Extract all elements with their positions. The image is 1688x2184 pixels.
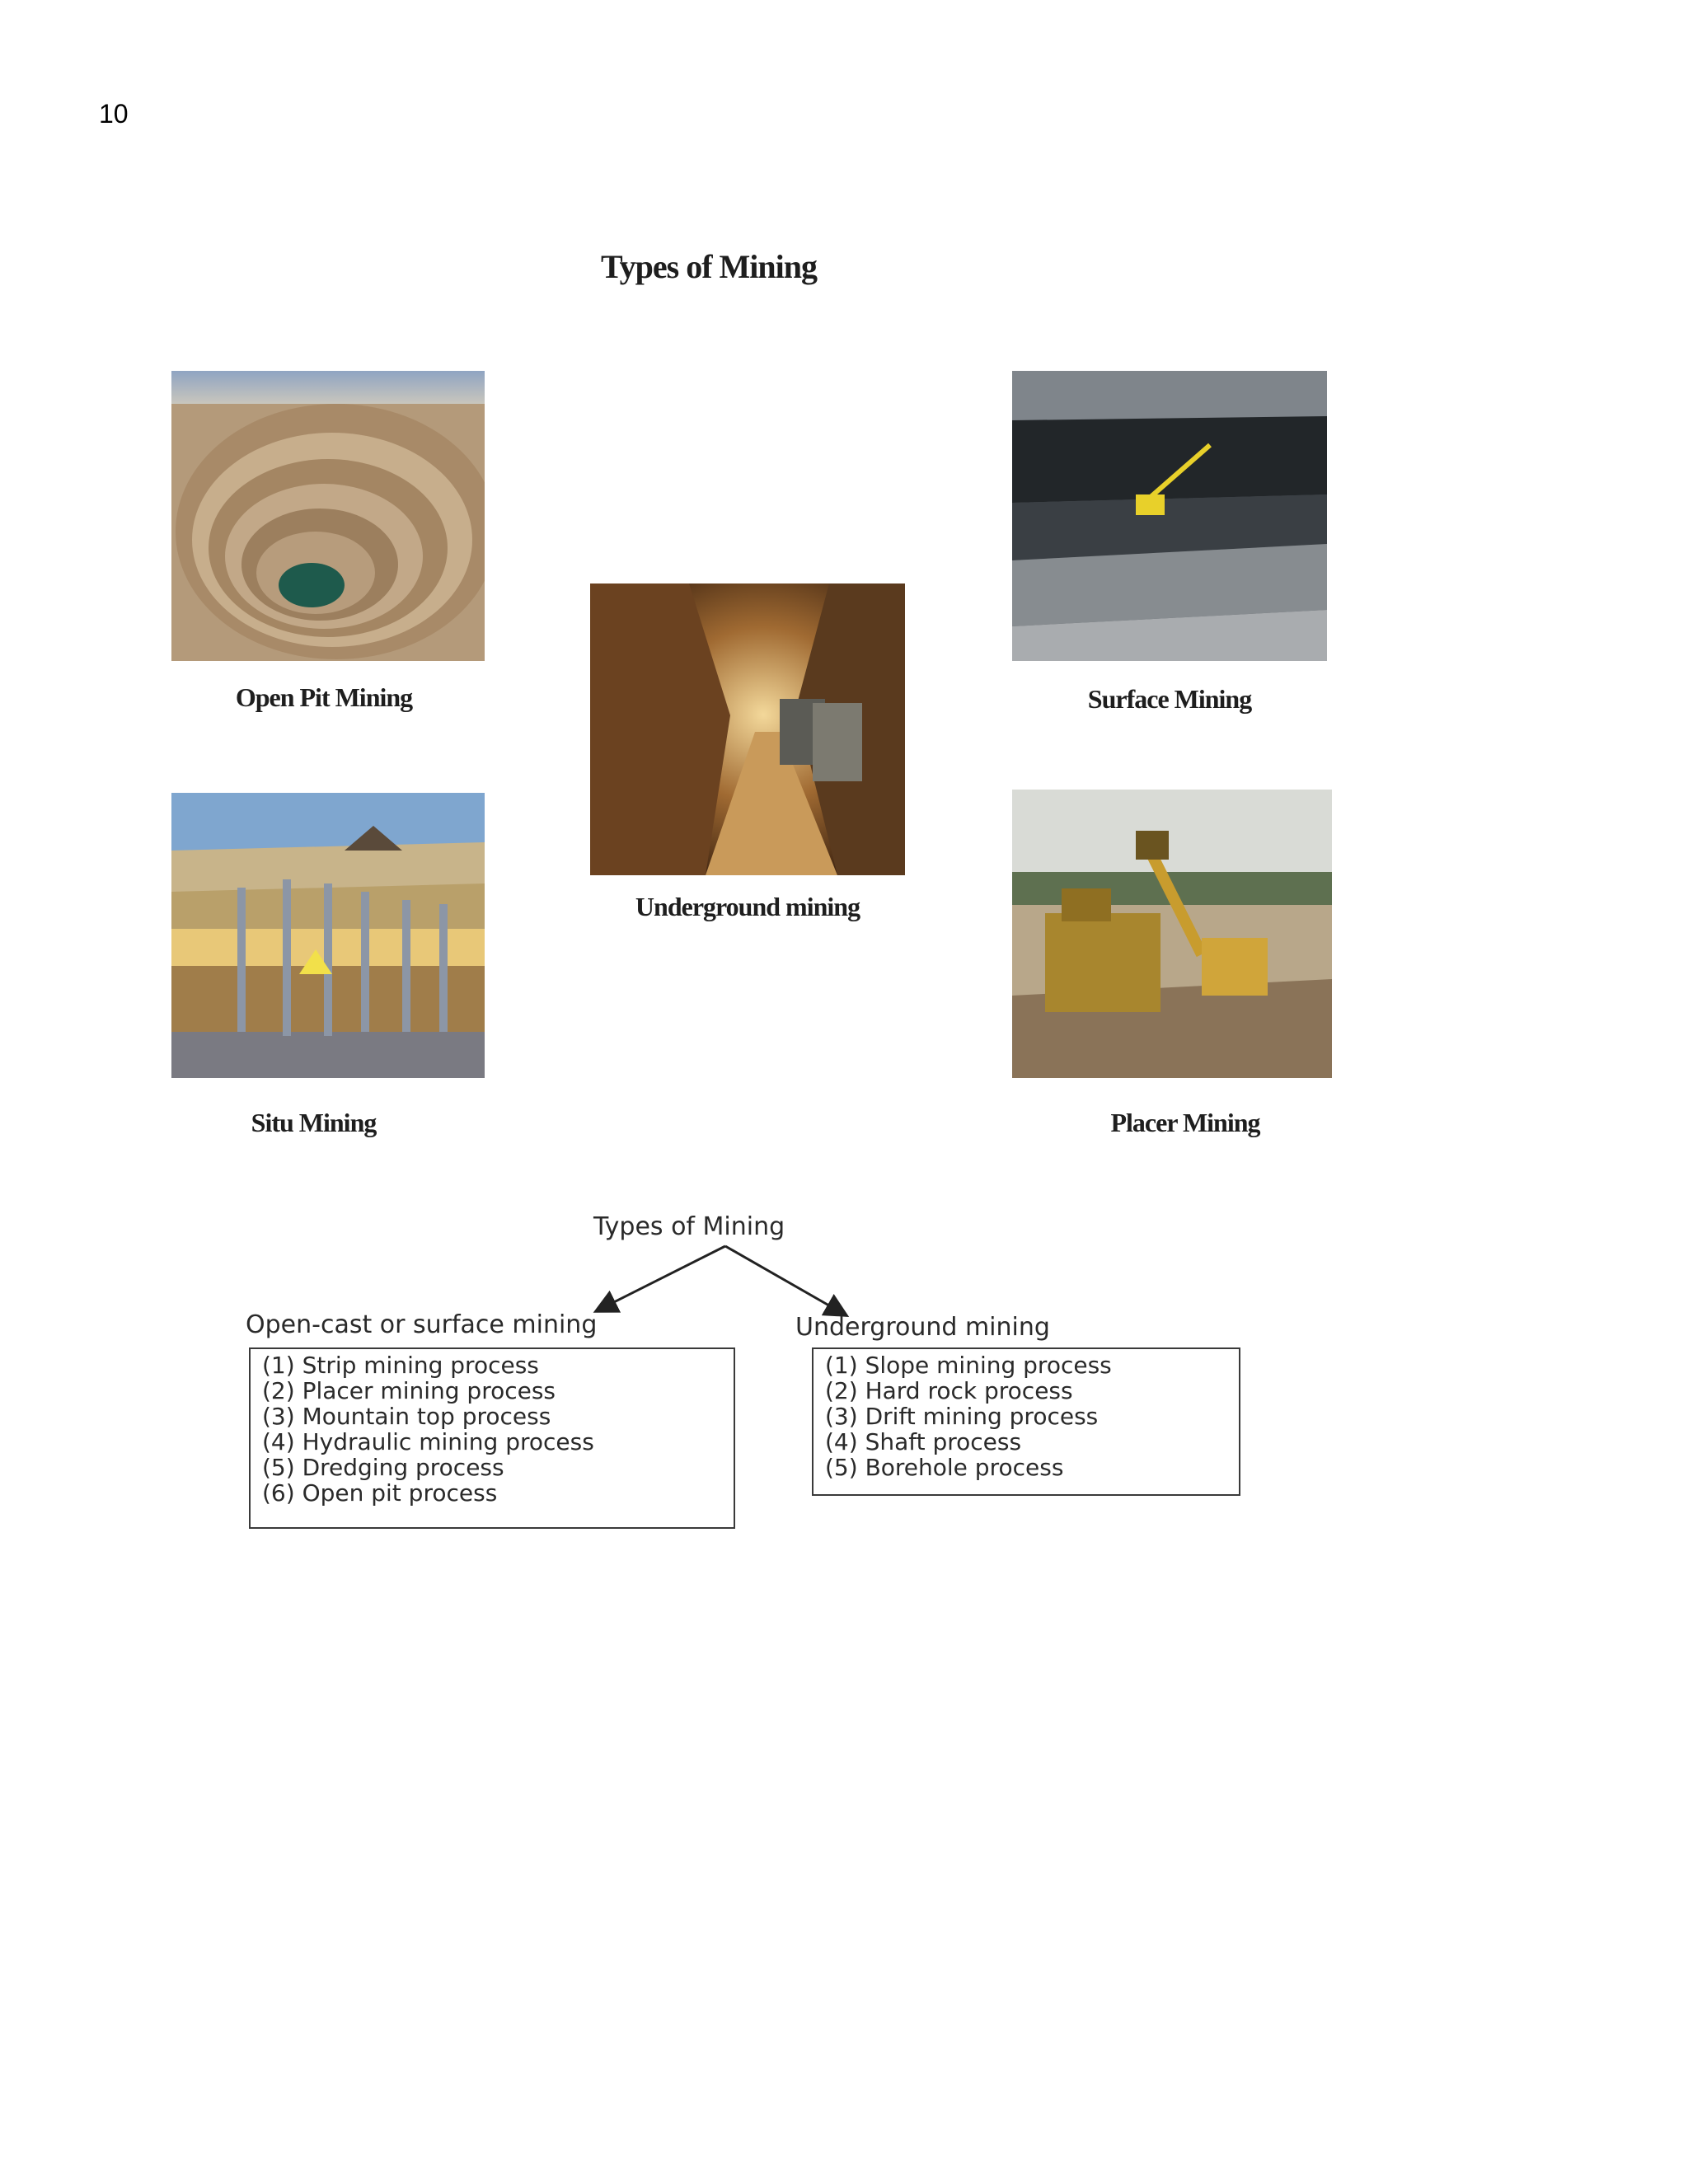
- page-number: 10: [99, 99, 129, 129]
- mining-types-diagram: [231, 1199, 1253, 1545]
- list-item: (5) Dredging process: [262, 1454, 504, 1481]
- list-item: (6) Open pit process: [262, 1479, 498, 1507]
- caption-surface-mining: Surface Mining: [1087, 684, 1252, 714]
- list-item: (3) Mountain top process: [262, 1403, 551, 1430]
- underground-mining-photo: [590, 583, 905, 875]
- page-title: Types of Mining: [600, 248, 818, 285]
- caption-situ-mining: Situ Mining: [251, 1108, 377, 1137]
- list-item: (5) Borehole process: [825, 1454, 1064, 1481]
- list-item: (3) Drift mining process: [825, 1403, 1099, 1430]
- list-item: (4) Hydraulic mining process: [262, 1428, 594, 1455]
- list-item: (2) Placer mining process: [262, 1377, 556, 1404]
- surface-mining-photo: [1012, 371, 1327, 661]
- diagram-right-branch-label: Underground mining: [795, 1313, 1050, 1342]
- underground-mining-methods-box: [812, 1347, 1240, 1496]
- list-item: (1) Strip mining process: [262, 1352, 539, 1379]
- situ-mining-photo: [171, 793, 485, 1078]
- diagram-left-branch-label: Open-cast or surface mining: [246, 1310, 598, 1339]
- list-item: (1) Slope mining process: [825, 1352, 1112, 1379]
- caption-underground-mining: Underground mining: [635, 892, 860, 921]
- list-item: (4) Shaft process: [825, 1428, 1022, 1455]
- caption-placer-mining: Placer Mining: [1110, 1108, 1260, 1137]
- placer-mining-photo: [1012, 790, 1332, 1078]
- diagram-root-label: Types of Mining: [593, 1212, 785, 1241]
- list-item: (2) Hard rock process: [825, 1377, 1073, 1404]
- open-pit-mining-photo: [171, 371, 485, 661]
- surface-mining-methods-box: [249, 1347, 735, 1529]
- caption-open-pit-mining: Open Pit Mining: [235, 682, 413, 712]
